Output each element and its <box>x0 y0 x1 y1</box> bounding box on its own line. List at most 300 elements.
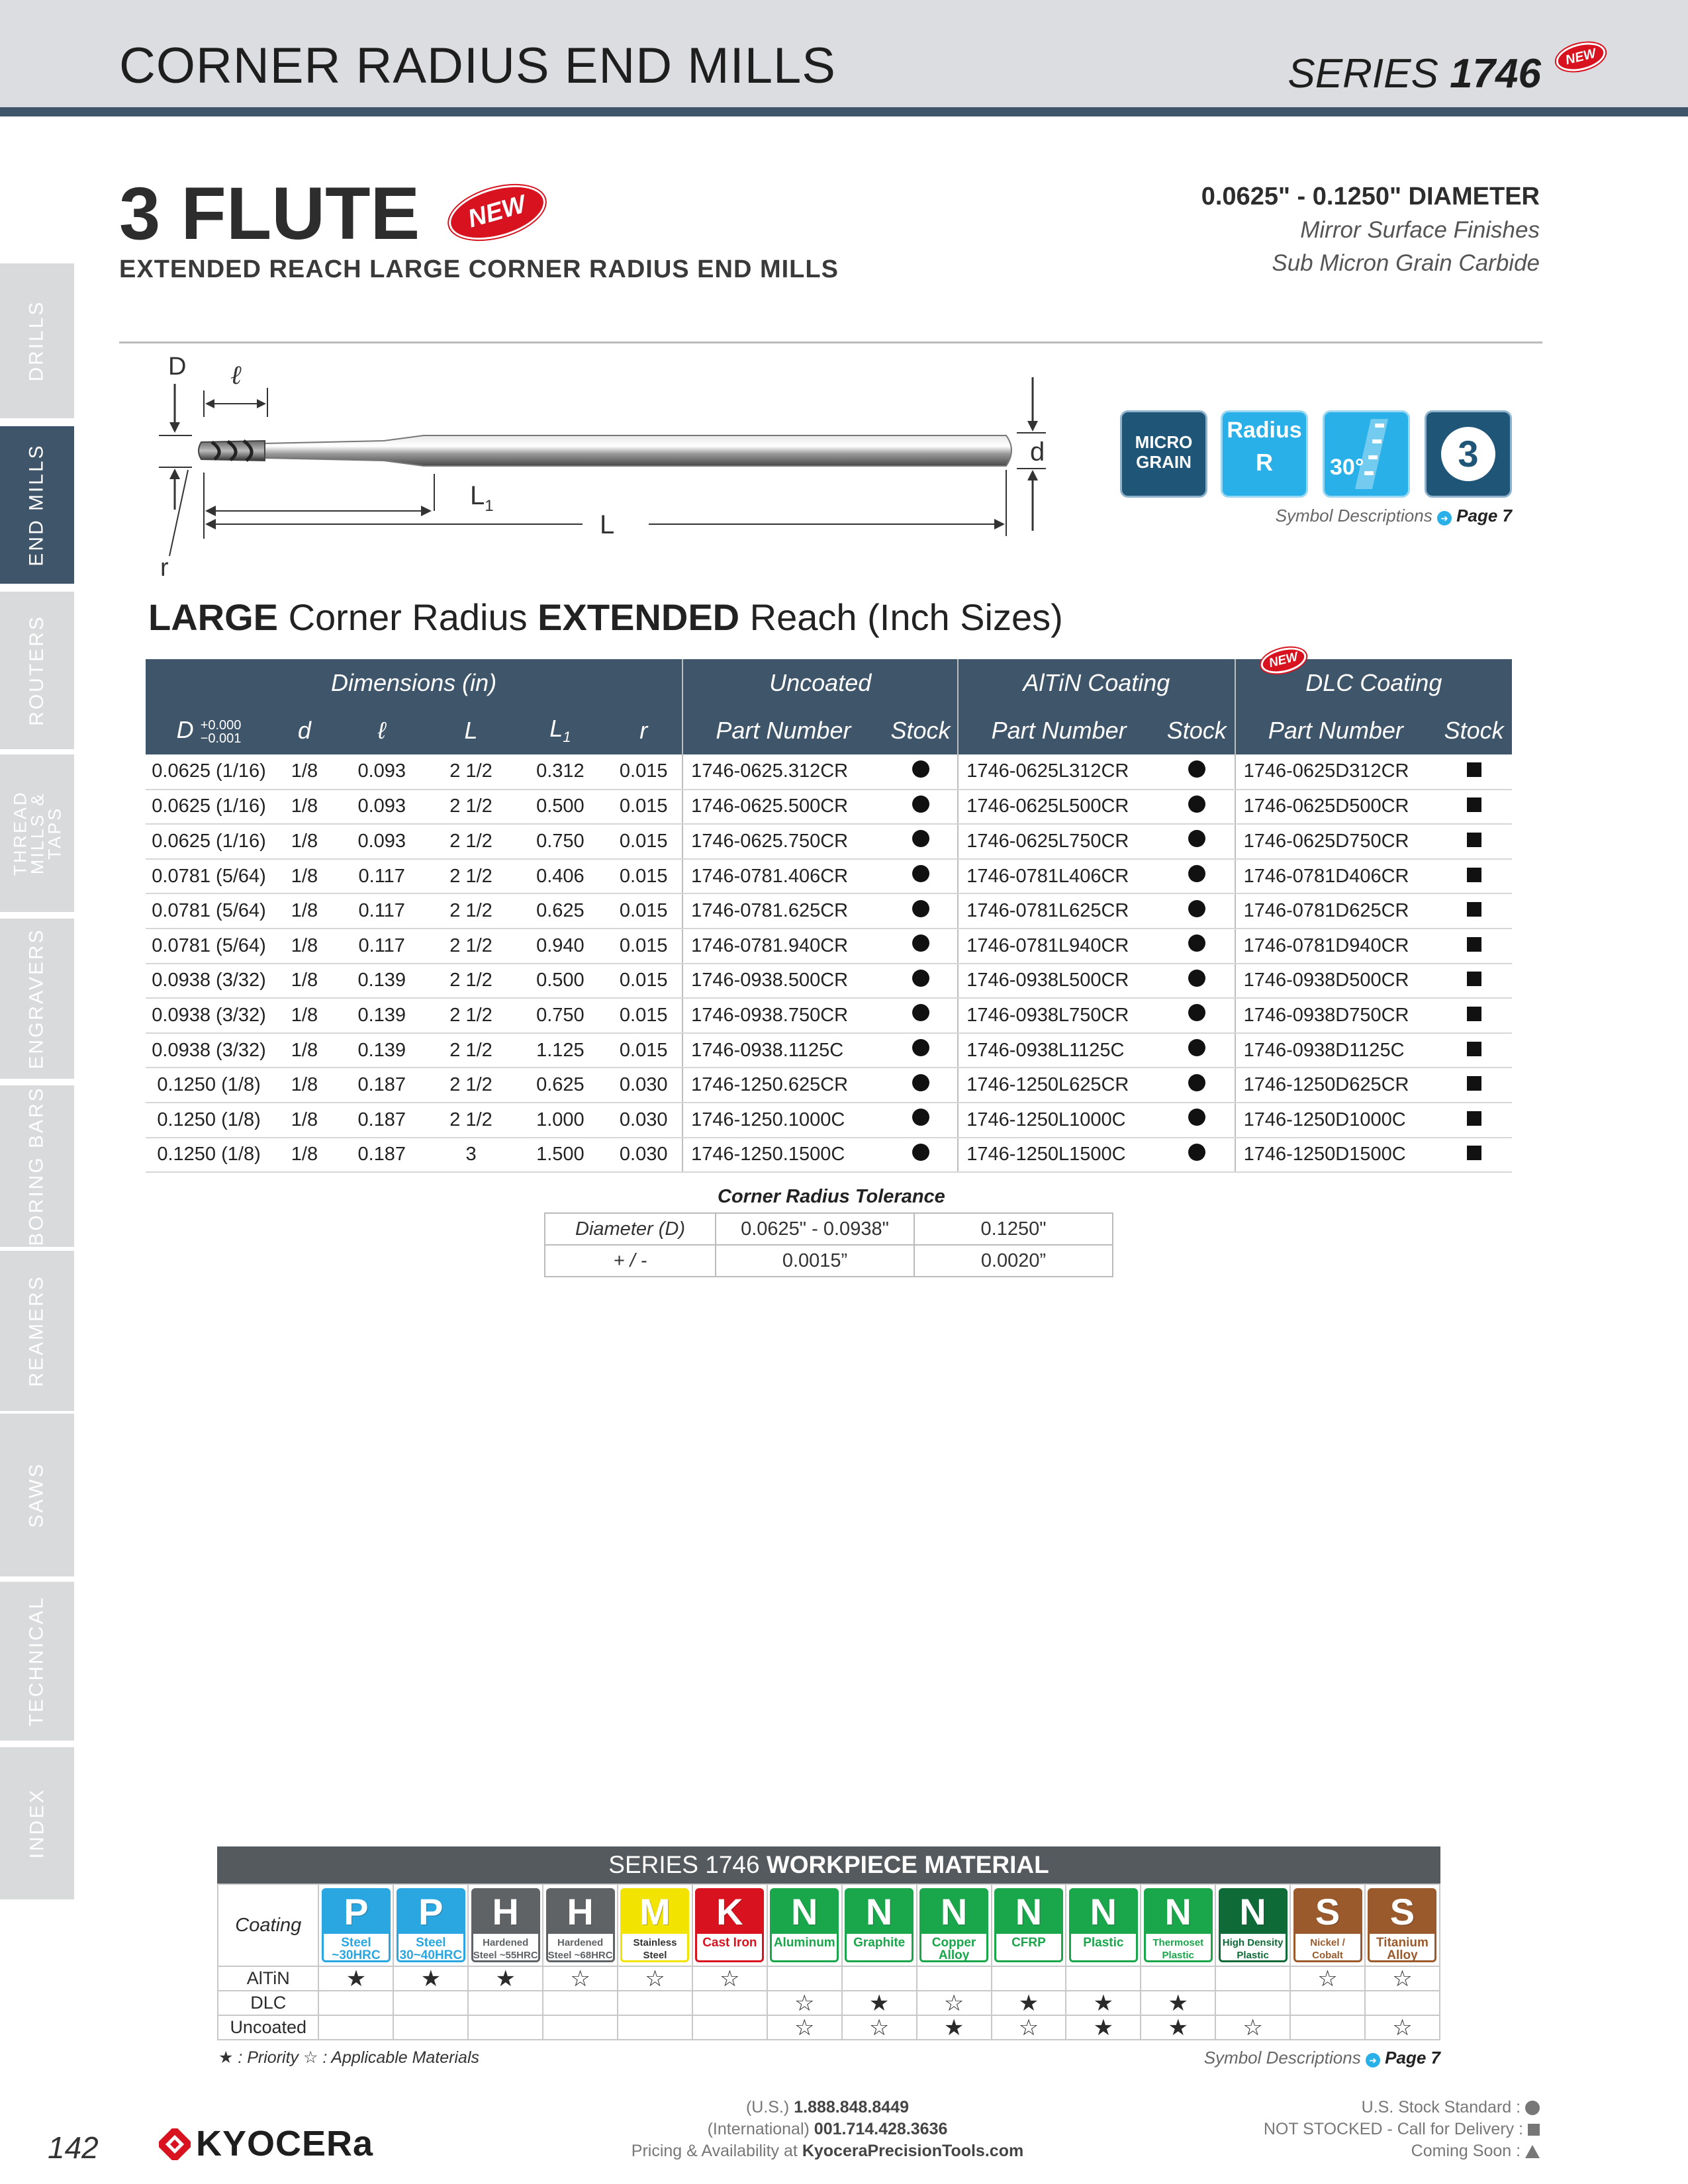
dim-l-cell: 0.117 <box>337 893 427 929</box>
dlc-part-number: 1746-0938D1125C <box>1235 1033 1436 1068</box>
altin-part-number: 1746-1250L1000C <box>958 1103 1159 1138</box>
tolerance-table <box>544 1212 1113 1277</box>
dlc-part-number: 1746-0781D625CR <box>1235 893 1436 929</box>
dim-r-label: r <box>160 554 169 582</box>
material-label: Thermoset Plastic <box>1152 1937 1204 1961</box>
not-stocked-icon <box>1467 868 1481 882</box>
rating-cell: ☆ <box>917 1991 992 2015</box>
dlc-part-number: 1746-0938D750CR <box>1235 998 1436 1033</box>
dim-L-cell: 2 1/2 <box>427 1068 516 1103</box>
dim-D-cell: 0.0938 (3/32) <box>146 998 272 1033</box>
rating-cell <box>543 2015 618 2040</box>
rating-cell <box>618 2015 692 2040</box>
material-letter: M <box>622 1890 687 1934</box>
side-tab[interactable] <box>0 1085 74 1251</box>
table-title: LARGE Corner Radius EXTENDED Reach (Inch Sizes) <box>148 596 1063 638</box>
tol-cell: 0.0020” <box>914 1245 1113 1277</box>
col-L: L <box>427 707 516 754</box>
series-label: SERIES 1746 <box>1288 51 1541 97</box>
dim-r-cell: 0.015 <box>605 998 682 1033</box>
rating-cell: ★ <box>468 1966 543 1991</box>
material-letter: N <box>772 1890 837 1934</box>
not-stocked-icon <box>1467 902 1481 917</box>
dim-l-cell: 0.187 <box>337 1103 427 1138</box>
dim-L1-cell: 0.500 <box>515 964 605 999</box>
material-badge <box>770 1888 839 1962</box>
uncoated-stock <box>884 1138 959 1173</box>
altin-part-number: 1746-0938L750CR <box>958 998 1159 1033</box>
table-row <box>146 964 1512 999</box>
uncoated-stock <box>884 790 959 825</box>
rating-cell: ★ <box>1141 1991 1215 2015</box>
col-stock: Stock <box>1159 707 1235 754</box>
dim-D-cell: 0.0781 (5/64) <box>146 893 272 929</box>
coating-name: AlTiN <box>218 1966 318 1991</box>
dlc-stock <box>1436 1068 1512 1103</box>
rating-cell: ★ <box>1066 1991 1141 2015</box>
dim-d-cell: 1/8 <box>272 824 337 859</box>
stock-standard-icon <box>912 830 929 847</box>
dim-L-cell: 2 1/2 <box>427 1033 516 1068</box>
table-row <box>146 1138 1512 1173</box>
rating-cell <box>1215 1966 1290 1991</box>
material-label: Titanium Alloy <box>1376 1936 1429 1962</box>
product-subtitle: EXTENDED REACH LARGE CORNER RADIUS END MILLS <box>119 255 839 283</box>
uncoated-part-number: 1746-0938.500CR <box>682 964 884 999</box>
rating-cell <box>692 1991 767 2015</box>
rating-cell: ☆ <box>767 1991 842 2015</box>
dim-L-label: L <box>600 510 615 539</box>
material-badge <box>1069 1888 1138 1962</box>
dim-l-cell: 0.139 <box>337 998 427 1033</box>
side-tab-label: DRILLS <box>26 300 48 382</box>
uncoated-stock <box>884 824 959 859</box>
table-row <box>146 859 1512 894</box>
material-badge <box>322 1888 391 1962</box>
uncoated-stock <box>884 754 959 790</box>
material-label: Copper Alloy <box>931 1936 976 1962</box>
col-D: D +0.000 −0.001 <box>146 707 272 754</box>
material-cell <box>692 1884 767 1966</box>
dim-D-cell: 0.0781 (5/64) <box>146 929 272 964</box>
altin-stock <box>1159 893 1235 929</box>
material-letter: N <box>996 1890 1061 1934</box>
stock-standard-icon <box>1188 830 1205 847</box>
altin-part-number: 1746-0781L625CR <box>958 893 1159 929</box>
stock-standard-icon <box>912 796 929 813</box>
dim-d-cell: 1/8 <box>272 998 337 1033</box>
uncoated-stock <box>884 964 959 999</box>
material-letter: N <box>1221 1890 1286 1934</box>
stock-standard-icon <box>912 865 929 882</box>
col-stock: Stock <box>884 707 959 754</box>
stock-standard-icon <box>912 1109 929 1126</box>
altin-part-number: 1746-1250L1500C <box>958 1138 1159 1173</box>
dim-r-cell: 0.030 <box>605 1103 682 1138</box>
not-stocked-icon <box>1467 1042 1481 1056</box>
table-row <box>146 1033 1512 1068</box>
rating-cell: ☆ <box>1365 1966 1440 1991</box>
diameter-range: 0.0625" - 0.1250" DIAMETER <box>1201 183 1540 210</box>
stock-standard-icon <box>912 1004 929 1021</box>
table-row <box>146 1103 1512 1138</box>
stock-standard-icon <box>1188 1004 1205 1021</box>
dim-l-cell: 0.187 <box>337 1068 427 1103</box>
dlc-part-number: 1746-1250D1000C <box>1235 1103 1436 1138</box>
workpiece-material-chart <box>217 1846 1440 2040</box>
side-tab[interactable] <box>0 1414 74 1580</box>
dim-l-cell: 0.117 <box>337 859 427 894</box>
material-cell <box>992 1884 1066 1966</box>
rating-cell <box>318 2015 393 2040</box>
material-cell <box>393 1884 468 1966</box>
uncoated-part-number: 1746-0781.940CR <box>682 929 884 964</box>
stock-legend: U.S. Stock Standard : NOT STOCKED - Call for Delivery : Coming Soon : <box>1264 2097 1540 2162</box>
side-tab[interactable] <box>0 1251 74 1415</box>
stock-standard-icon <box>1188 796 1205 813</box>
dlc-stock <box>1436 1033 1512 1068</box>
table-row <box>146 893 1512 929</box>
side-tab-label: END MILLS <box>26 443 48 567</box>
dim-d-cell: 1/8 <box>272 929 337 964</box>
stock-standard-icon <box>912 1144 929 1161</box>
material-label: Steel 30~40HRC <box>399 1936 463 1962</box>
uncoated-stock <box>884 893 959 929</box>
material-badge <box>1219 1888 1288 1962</box>
product-table <box>146 659 1512 1173</box>
dim-l-cell: 0.093 <box>337 754 427 790</box>
coating-row <box>218 2015 1440 2040</box>
material-letter: N <box>921 1890 986 1934</box>
col-part-number: Part Number <box>958 707 1159 754</box>
rating-cell <box>1365 1991 1440 2015</box>
dim-D-cell: 0.0625 (1/16) <box>146 790 272 825</box>
stock-standard-icon <box>1188 760 1205 778</box>
dim-D-cell: 0.1250 (1/8) <box>146 1138 272 1173</box>
arrow-right-icon: ➜ <box>1437 511 1452 525</box>
table-row <box>146 754 1512 790</box>
uncoated-stock <box>884 1068 959 1103</box>
three-flute-icon: 3 <box>1425 410 1512 498</box>
dlc-stock <box>1436 859 1512 894</box>
altin-stock <box>1159 754 1235 790</box>
rating-cell <box>992 1966 1066 1991</box>
material-label: Cast Iron <box>702 1936 757 1950</box>
altin-part-number: 1746-0625L750CR <box>958 824 1159 859</box>
material-label: CFRP <box>1011 1936 1046 1950</box>
end-mill-diagram <box>146 351 1072 589</box>
uncoated-part-number: 1746-0625.312CR <box>682 754 884 790</box>
page-number: 142 <box>48 2130 99 2165</box>
coating-row <box>218 1966 1440 1991</box>
kyocera-logo-icon <box>159 2128 191 2160</box>
table-row <box>146 790 1512 825</box>
rating-cell <box>393 1991 468 2015</box>
side-tab-label: INDEX <box>26 1788 48 1859</box>
rating-cell: ☆ <box>992 2015 1066 2040</box>
dim-L-cell: 2 1/2 <box>427 824 516 859</box>
tol-cell: 0.0625" - 0.0938" <box>716 1213 914 1245</box>
altin-stock <box>1159 824 1235 859</box>
symbol-descriptions-link[interactable]: Symbol Descriptions ➜ Page 7 <box>1203 2048 1440 2068</box>
col-d: d <box>272 707 337 754</box>
not-stocked-icon <box>1467 1076 1481 1091</box>
side-tab-label: SAWS <box>25 1462 48 1528</box>
dim-d-cell: 1/8 <box>272 1103 337 1138</box>
dlc-part-number: 1746-0781D406CR <box>1235 859 1436 894</box>
material-cell <box>1141 1884 1215 1966</box>
material-badge <box>620 1888 689 1962</box>
material-cell <box>917 1884 992 1966</box>
dim-L1-cell: 0.625 <box>515 893 605 929</box>
dim-L-cell: 2 1/2 <box>427 859 516 894</box>
material-badge <box>1144 1888 1213 1962</box>
rating-cell <box>543 1991 618 2015</box>
dim-D-cell: 0.0938 (3/32) <box>146 1033 272 1068</box>
altin-part-number: 1746-0625L500CR <box>958 790 1159 825</box>
website-link[interactable]: KyoceraPrecisionTools.com <box>802 2142 1024 2160</box>
not-stocked-icon <box>1467 797 1481 812</box>
rating-cell <box>842 1966 917 1991</box>
not-stocked-icon <box>1467 833 1481 847</box>
material-letter: S <box>1295 1890 1360 1934</box>
dim-l-cell: 0.139 <box>337 1033 427 1068</box>
dlc-part-number: 1746-1250D1500C <box>1235 1138 1436 1173</box>
dim-L1-cell: 1.125 <box>515 1033 605 1068</box>
dim-d-label: d <box>1030 437 1045 467</box>
stock-standard-icon <box>1188 970 1205 987</box>
finish-note: Mirror Surface Finishes <box>1300 217 1540 243</box>
uncoated-part-number: 1746-1250.1000C <box>682 1103 884 1138</box>
material-cell <box>842 1884 917 1966</box>
material-cell <box>468 1884 543 1966</box>
dim-l-cell: 0.139 <box>337 964 427 999</box>
uncoated-part-number: 1746-0781.406CR <box>682 859 884 894</box>
dlc-part-number: 1746-0625D312CR <box>1235 754 1436 790</box>
page-title: CORNER RADIUS END MILLS <box>119 38 836 94</box>
altin-part-number: 1746-0781L940CR <box>958 929 1159 964</box>
rating-cell: ☆ <box>767 2015 842 2040</box>
dim-D-cell: 0.1250 (1/8) <box>146 1068 272 1103</box>
dim-r-cell: 0.015 <box>605 893 682 929</box>
material-badge <box>397 1888 465 1962</box>
dim-l-label: ℓ <box>230 360 242 390</box>
dimensions-header: Dimensions (in) <box>146 659 682 707</box>
carbide-note: Sub Micron Grain Carbide <box>1272 250 1540 276</box>
coating-row <box>218 1991 1440 2015</box>
stock-standard-icon <box>912 970 929 987</box>
col-part-number: Part Number <box>682 707 884 754</box>
side-tab-label: TECHNICAL <box>26 1596 48 1727</box>
stock-standard-icon <box>1188 1039 1205 1056</box>
side-tab[interactable] <box>0 1582 74 1745</box>
side-tab[interactable] <box>0 754 74 916</box>
material-letter: P <box>399 1890 463 1934</box>
dlc-stock <box>1436 964 1512 999</box>
altin-stock <box>1159 1138 1235 1173</box>
stock-standard-icon <box>912 1039 929 1056</box>
stock-standard-icon <box>1188 1144 1205 1161</box>
workpiece-title: SERIES 1746 WORKPIECE MATERIAL <box>217 1846 1440 1884</box>
material-badge <box>1368 1888 1436 1962</box>
triangle-icon <box>1525 2145 1540 2158</box>
material-cell <box>1215 1884 1290 1966</box>
altin-part-number: 1746-0938L1125C <box>958 1033 1159 1068</box>
rating-cell: ☆ <box>1290 1966 1365 1991</box>
rating-cell: ★ <box>318 1966 393 1991</box>
uncoated-header: Uncoated <box>682 659 958 707</box>
rating-cell <box>1066 1966 1141 1991</box>
not-stocked-icon <box>1467 1007 1481 1021</box>
uncoated-stock <box>884 998 959 1033</box>
altin-stock <box>1159 859 1235 894</box>
dim-r-cell: 0.030 <box>605 1138 682 1173</box>
dlc-stock <box>1436 893 1512 929</box>
dim-r-cell: 0.015 <box>605 824 682 859</box>
dim-d-cell: 1/8 <box>272 754 337 790</box>
circle-icon <box>1525 2101 1540 2115</box>
flute-title: 3 FLUTE <box>119 172 420 255</box>
dim-D-cell: 0.0625 (1/16) <box>146 754 272 790</box>
table-row <box>146 824 1512 859</box>
rating-cell <box>1290 2015 1365 2040</box>
rating-cell <box>393 2015 468 2040</box>
dim-r-cell: 0.015 <box>605 1033 682 1068</box>
dim-L-cell: 2 1/2 <box>427 893 516 929</box>
uncoated-stock <box>884 1033 959 1068</box>
new-badge: NEW <box>443 175 552 250</box>
col-L1: $L_1$ <box>515 707 605 754</box>
dim-L1-cell: 0.625 <box>515 1068 605 1103</box>
dim-L1-label: $L_1$ <box>470 481 494 515</box>
dim-d-cell: 1/8 <box>272 964 337 999</box>
dim-L-cell: 2 1/2 <box>427 964 516 999</box>
side-tab[interactable] <box>0 919 74 1083</box>
uncoated-part-number: 1746-0625.750CR <box>682 824 884 859</box>
rating-cell <box>917 1966 992 1991</box>
material-badge <box>845 1888 914 1962</box>
stock-standard-icon <box>912 934 929 952</box>
material-label: Hardened Steel ~55HRC <box>473 1937 538 1961</box>
dim-L1-cell: 0.406 <box>515 859 605 894</box>
dim-r-cell: 0.015 <box>605 754 682 790</box>
side-tab[interactable] <box>0 1747 74 1903</box>
material-label: Steel ~30HRC <box>332 1936 381 1962</box>
dim-L1-cell: 0.940 <box>515 929 605 964</box>
stock-standard-icon <box>1188 1109 1205 1126</box>
material-badge <box>1293 1888 1362 1962</box>
material-letter: P <box>324 1890 389 1934</box>
altin-stock <box>1159 998 1235 1033</box>
dim-r-cell: 0.015 <box>605 929 682 964</box>
material-badge <box>919 1888 988 1962</box>
rating-cell: ☆ <box>1365 2015 1440 2040</box>
altin-part-number: 1746-1250L625CR <box>958 1068 1159 1103</box>
dim-r-cell: 0.015 <box>605 964 682 999</box>
dlc-stock <box>1436 790 1512 825</box>
stock-standard-icon <box>912 760 929 778</box>
side-tab-label: BORING BARS <box>26 1086 48 1246</box>
uncoated-part-number: 1746-0938.750CR <box>682 998 884 1033</box>
material-label: High Density Plastic <box>1222 1937 1284 1961</box>
side-tab[interactable] <box>0 263 74 422</box>
uncoated-part-number: 1746-0625.500CR <box>682 790 884 825</box>
material-badge <box>471 1888 540 1962</box>
dim-l-cell: 0.187 <box>337 1138 427 1173</box>
dim-D-cell: 0.0938 (3/32) <box>146 964 272 999</box>
material-label: Stainless Steel <box>633 1937 677 1961</box>
rating-cell: ★ <box>393 1966 468 1991</box>
dlc-stock <box>1436 824 1512 859</box>
altin-stock <box>1159 790 1235 825</box>
rating-cell: ★ <box>992 1991 1066 2015</box>
material-letter: H <box>548 1890 613 1934</box>
radius-icon: Radius R <box>1221 410 1308 498</box>
tolerance-title: Corner Radius Tolerance <box>718 1186 945 1207</box>
dim-D-label: D <box>168 353 187 381</box>
dim-r-cell: 0.015 <box>605 790 682 825</box>
dim-r-cell: 0.015 <box>605 859 682 894</box>
altin-stock <box>1159 1033 1235 1068</box>
side-tab-label: ENGRAVERS <box>26 928 48 1069</box>
not-stocked-icon <box>1467 762 1481 777</box>
material-label: Graphite <box>853 1936 906 1950</box>
dim-L-cell: 2 1/2 <box>427 790 516 825</box>
dim-d-cell: 1/8 <box>272 1138 337 1173</box>
material-cell <box>618 1884 692 1966</box>
not-stocked-icon <box>1467 972 1481 986</box>
rating-cell: ☆ <box>618 1966 692 1991</box>
stock-standard-icon <box>912 900 929 917</box>
uncoated-part-number: 1746-1250.625CR <box>682 1068 884 1103</box>
material-label: Nickel / Cobalt <box>1310 1937 1345 1961</box>
side-tab[interactable] <box>0 592 74 753</box>
dim-l-cell: 0.093 <box>337 790 427 825</box>
tol-label: + / - <box>545 1245 716 1277</box>
dim-d-cell: 1/8 <box>272 1033 337 1068</box>
dim-L-cell: 3 <box>427 1138 516 1173</box>
dim-L1-cell: 0.312 <box>515 754 605 790</box>
symbol-descriptions-link[interactable]: Symbol Descriptions ➜ Page 7 <box>1275 506 1512 525</box>
dim-r-cell: 0.030 <box>605 1068 682 1103</box>
dlc-part-number: 1746-1250D625CR <box>1235 1068 1436 1103</box>
rating-cell: ☆ <box>543 1966 618 1991</box>
tol-label: Diameter (D) <box>545 1213 716 1245</box>
material-letter: H <box>473 1890 538 1934</box>
rating-cell <box>1290 1991 1365 2015</box>
rating-cell: ★ <box>1066 2015 1141 2040</box>
rating-cell <box>767 1966 842 1991</box>
side-tab[interactable] <box>0 426 74 588</box>
rating-cell: ☆ <box>1215 2015 1290 2040</box>
material-cell <box>1290 1884 1365 1966</box>
material-letter: S <box>1370 1890 1434 1934</box>
not-stocked-icon <box>1467 937 1481 952</box>
dim-L1-cell: 1.000 <box>515 1103 605 1138</box>
rating-cell <box>1141 1966 1215 1991</box>
uncoated-stock <box>884 1103 959 1138</box>
stock-standard-icon <box>1188 934 1205 952</box>
dim-d-cell: 1/8 <box>272 893 337 929</box>
dlc-stock <box>1436 998 1512 1033</box>
dim-L-cell: 2 1/2 <box>427 998 516 1033</box>
stock-standard-icon <box>1188 900 1205 917</box>
rating-legend: ★ : Priority ☆ : Applicable Materials <box>218 2048 480 2067</box>
dim-l-cell: 0.093 <box>337 824 427 859</box>
dim-d-cell: 1/8 <box>272 859 337 894</box>
dlc-part-number: 1746-0938D500CR <box>1235 964 1436 999</box>
altin-stock <box>1159 964 1235 999</box>
